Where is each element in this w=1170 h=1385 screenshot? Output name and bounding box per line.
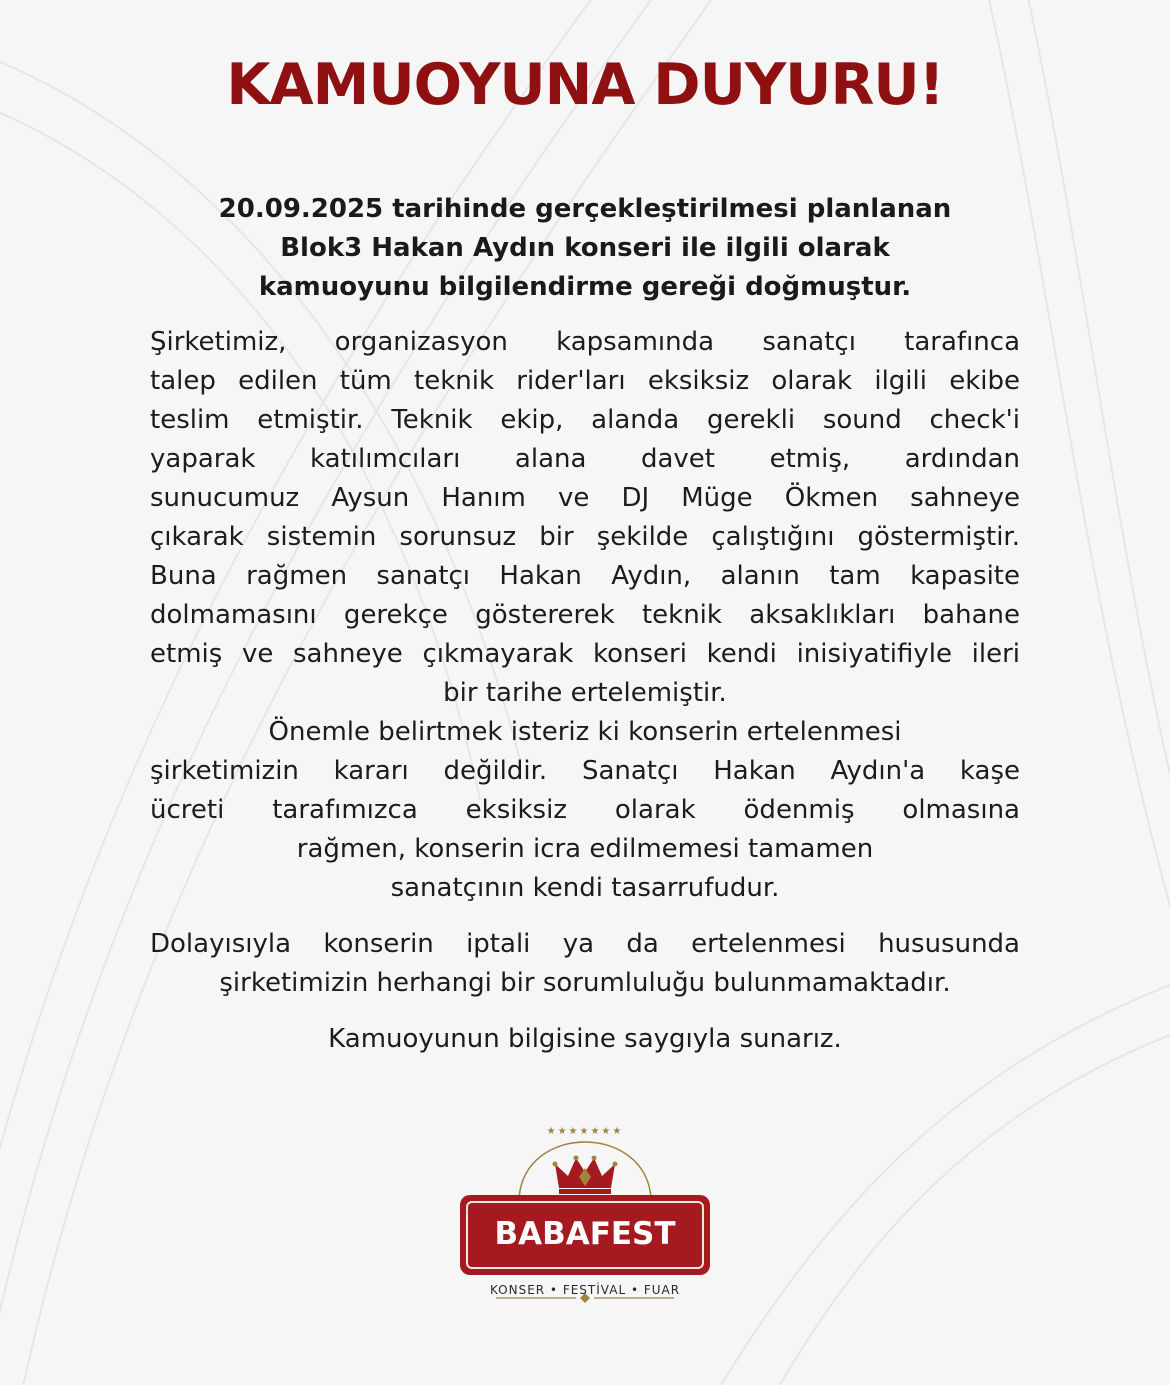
crown-icon bbox=[553, 1156, 618, 1195]
logo-stars: ★★★★★★★ bbox=[546, 1126, 624, 1137]
paragraph-line: etmiş ve sahneye çıkmayarak konseri kendi inisiyatifiyle ileri bbox=[150, 639, 1020, 669]
paragraph-spacer bbox=[150, 1003, 1020, 1020]
paragraph-rider-details bbox=[150, 323, 1020, 713]
paragraph-line: rağmen, konserin icra edilmemesi tamamen bbox=[296, 834, 874, 864]
paragraph-line: talep edilen tüm teknik rider'ları eksiksiz olarak ilgili ekibe bbox=[150, 366, 1020, 396]
paragraph-line: şirketimizin herhangi bir sorumluluğu bulunmamaktadır. bbox=[219, 968, 951, 998]
paragraph-line: yaparak katılımcıları alana davet etmiş, ardından bbox=[150, 444, 1020, 474]
paragraph-decision bbox=[150, 713, 1020, 908]
paragraph-responsibility bbox=[150, 925, 1020, 1003]
babafest-logo bbox=[456, 1120, 714, 1320]
paragraph-line: sanatçının kendi tasarrufudur. bbox=[390, 873, 780, 903]
logo-badge bbox=[460, 1195, 710, 1275]
intro-line: kamuoyunu bilgilendirme gereği doğmuştur. bbox=[258, 272, 912, 302]
intro-line: 20.09.2025 tarihinde gerçekleştirilmesi planlanan bbox=[218, 194, 952, 224]
announcement-title: KAMUOYUNA DUYURU! bbox=[226, 52, 944, 118]
closing-line: Kamuoyunun bilgisine saygıyla sunarız. bbox=[328, 1024, 842, 1054]
logo-wordmark: BABAFEST bbox=[494, 1216, 676, 1252]
intro-line: Blok3 Hakan Aydın konseri ile ilgili olarak bbox=[280, 233, 890, 263]
paragraph-line: bir tarihe ertelemiştir. bbox=[443, 678, 727, 708]
paragraph-line: sunucumuz Aysun Hanım ve DJ Müge Ökmen sahneye bbox=[150, 483, 1020, 513]
paragraph-line: dolmamasını gerekçe göstererek teknik aksaklıkları bahane bbox=[150, 600, 1020, 630]
logo-tagline: KONSER • FESTİVAL • FUAR bbox=[489, 1283, 681, 1297]
paragraph-line: Şirketimiz, organizasyon kapsamında sanatçı tarafınca bbox=[150, 327, 1020, 357]
paragraph-line: teslim etmiştir. Teknik ekip, alanda gerekli sound check'i bbox=[150, 405, 1020, 435]
paragraph-line: Önemle belirtmek isteriz ki konserin ertelenmesi bbox=[268, 717, 902, 747]
paragraph-line: Buna rağmen sanatçı Hakan Aydın, alanın tam kapasite bbox=[150, 561, 1020, 591]
paragraph-line: ücreti tarafımızca eksiksiz olarak ödenmiş olmasına bbox=[150, 795, 1020, 825]
paragraph-line: Dolayısıyla konserin iptali ya da ertelenmesi hususunda bbox=[150, 929, 1020, 959]
intro-paragraph bbox=[150, 190, 1020, 307]
paragraph-line: çıkarak sistemin sorunsuz bir şekilde çalıştığını göstermiştir. bbox=[150, 522, 1020, 552]
announcement-body bbox=[150, 323, 1020, 1059]
paragraph-line: şirketimizin kararı değildir. Sanatçı Hakan Aydın'a kaşe bbox=[150, 756, 1020, 786]
paragraph-spacer bbox=[150, 908, 1020, 925]
